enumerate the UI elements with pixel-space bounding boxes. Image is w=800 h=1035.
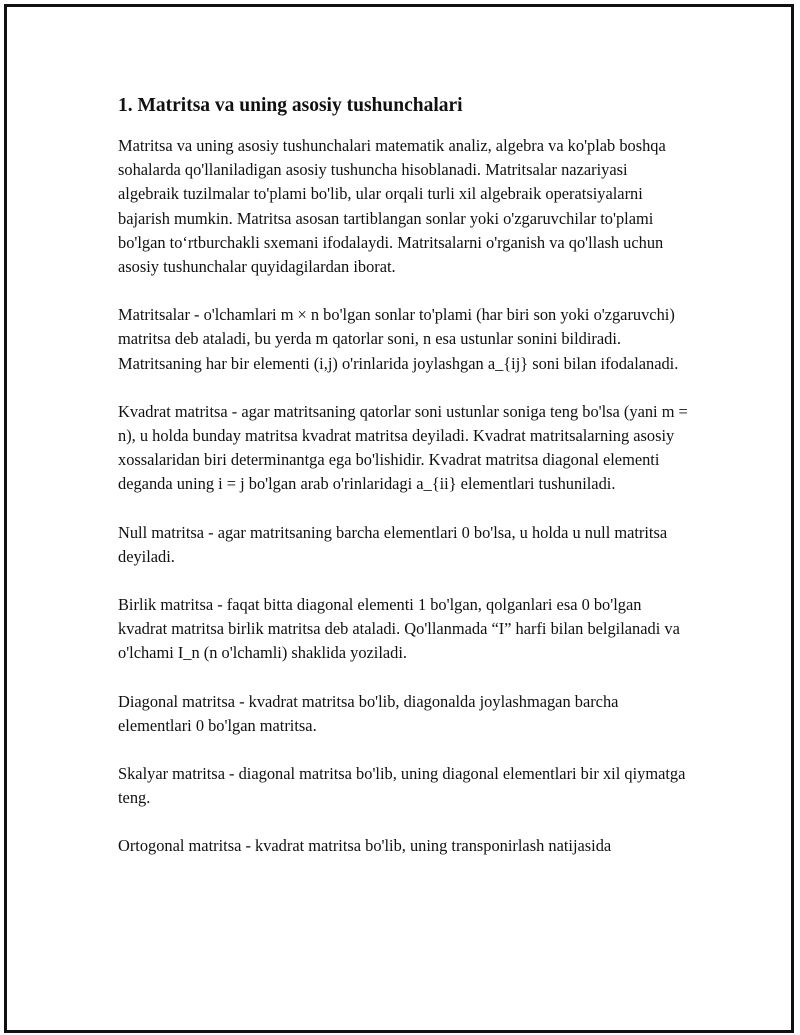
- paragraph-skalyar-matritsa: Skalyar matritsa - diagonal matritsa bo'lib, uning diagonal elementlari bir xil qiymatga teng.: [118, 764, 686, 808]
- paragraph-diagonal-matritsa: Diagonal matritsa - kvadrat matritsa bo'lib, diagonalda joylashmagan barcha elementlari 0 bo'lgan matritsa.: [118, 691, 619, 735]
- paragraph-null-matritsa: Null matritsa - agar matritsaning barcha elementlari 0 bo'lsa, u holda u null matritsa deyiladi.: [118, 522, 668, 566]
- paragraph-intro: Matritsa va uning asosiy tushunchalari matematik analiz, algebra va ko'plab boshqa sohalarda qo'llaniladigan asosiy tushuncha hisoblanadi. Matritsalar nazariyasi algebraik tuzilmalar to'plami bo'lib, ular orqali turli xil algebraik operatsiyalarni bajarish mumkin. Matritsa asosan tartiblangan sonlar yoki o'zgaruvchilar to'plami bo'lgan to‘rtburchakli sxemani ifodalaydi. Matritsalarni o'rganish va qo'llash uchun asosiy tushunchalar quyidagilardan iborat.: [118, 136, 666, 277]
- paragraph-matritsalar: Matritsalar - o'lchamlari m × n bo'lgan sonlar to'plami (har biri son yoki o'zgaruvchi) matritsa deb ataladi, bu yerda m qatorlar soni, n esa ustunlar sonini bildiradi. Matritsaning har bir elementi (i,j) o'rinlarida joylashgan a_{ij} soni bilan ifodalanadi.: [118, 305, 679, 373]
- section-heading: 1. Matritsa va uning asosiy tushunchalari: [118, 95, 463, 116]
- document-body: [118, 92, 688, 883]
- paragraph-birlik-matritsa: Birlik matritsa - faqat bitta diagonal elementi 1 bo'lgan, qolganlari esa 0 bo'lgan kvadrat matritsa birlik matritsa deb ataladi. Qo'llanmada “I” harfi bilan belgilanadi va o'lchami I_n (n o'lchamli) shaklida yoziladi.: [118, 595, 680, 663]
- paragraph-kvadrat-matritsa: Kvadrat matritsa - agar matritsaning qatorlar soni ustunlar soniga teng bo'lsa (yani m = n), u holda bunday matritsa kvadrat matritsa deyiladi. Kvadrat matritsalarning asosiy xossalaridan biri determinantga ega bo'lishidir. Kvadrat matritsa diagonal elementi deganda uning i = j bo'lgan arab o'rinlaridagi a_{ii} elementlari tushuniladi.: [118, 401, 688, 494]
- paragraph-ortogonal-matritsa: Ortogonal matritsa - kvadrat matritsa bo'lib, uning transponirlash natijasida: [118, 836, 612, 856]
